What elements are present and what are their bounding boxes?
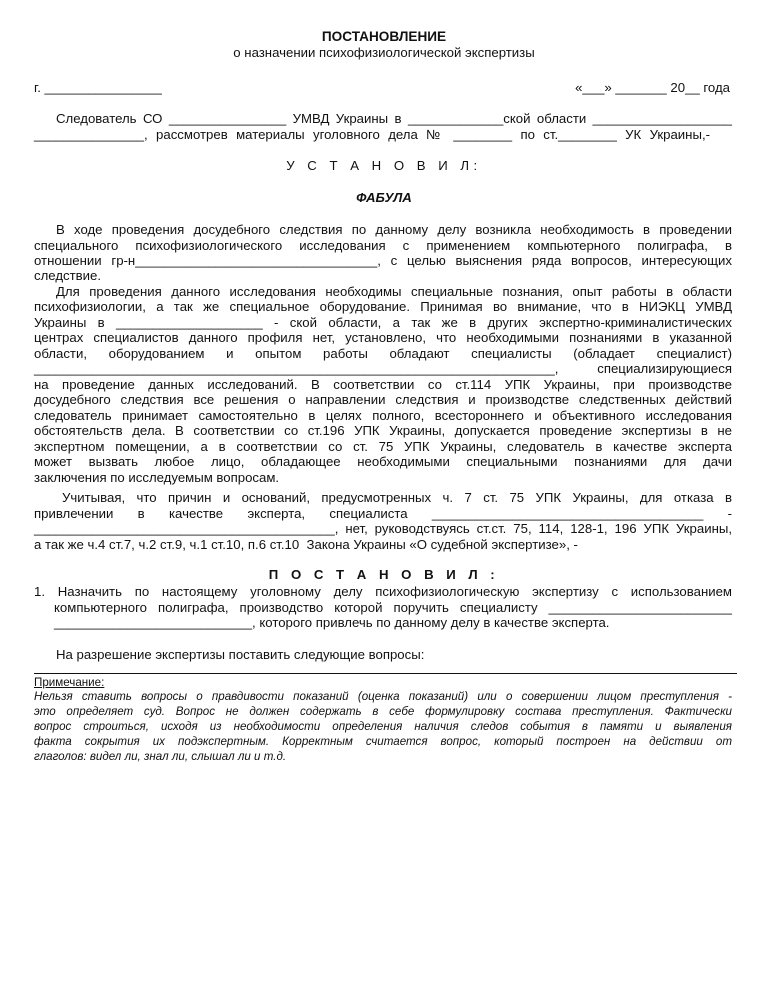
body-line: досудебного следствия все решения о направлении следствия и производстве следственных действий xyxy=(34,392,732,407)
body-line: а так же ч.4 ст.7, ч.2 ст.9, ч.1 ст.10, п.6 ст.10 Закона Украины «О судебной экспертизе», - xyxy=(34,537,578,552)
body-line: Для проведения данного исследования необходимы специальные познания, опыт работы в области xyxy=(56,284,732,299)
ustanovil-heading: У С Т А Н О В И Л: xyxy=(286,158,482,173)
city-field: г. ________________ xyxy=(34,80,162,95)
body-line: психофизиологии, а так же специальное оборудование. Принимая во внимание, что в НИЭКЦ УМВД xyxy=(34,299,732,314)
body-line: на проведение данных исследований. В соответствии со ст.114 УПК Украины, при производстве xyxy=(34,377,732,392)
body-line: специального психофизиологического исследования с применением компьютерного полиграфа, в xyxy=(34,238,732,253)
resolution-line: 1. Назначить по настоящему уголовному делу психофизиологическую экспертизу с использованием xyxy=(34,584,732,599)
body-line: отношении гр-н_________________________________, с целью выяснения ряда вопросов, интересующих xyxy=(34,253,732,268)
body-line: центрах специалистов данного профиля нет, установлено, что необходимыми познаниями в указанной xyxy=(34,330,732,345)
postanovil-heading: П О С Т А Н О В И Л : xyxy=(268,567,500,582)
document-title: ПОСТАНОВЛЕНИЕ xyxy=(321,29,447,44)
body-line: Учитывая, что причин и оснований, предусмотренных ч. 7 ст. 75 УПК Украины, для отказа в xyxy=(62,490,732,505)
date-field: «___» _______ 20__ года xyxy=(575,80,730,95)
resolution-line: компьютерного полиграфа, производство которой поручить специалисту _________________________ xyxy=(54,600,732,615)
body-line: обстоятельств дела. В соответствии со ст.196 УПК Украины, допускается проведение экспертизы в не xyxy=(34,423,732,438)
intro-line-1: Следователь СО ________________ УМВД Украины в _____________ской области ___________________ xyxy=(56,111,732,126)
body-line: следствие. xyxy=(34,268,102,283)
body-line: может вызвать любое лицо, обладающее необходимыми специальными познаниями для дачи xyxy=(34,454,732,469)
note-line: Нельзя ставить вопросы о правдивости показаний (оценка показаний) или о совершении лицом преступления - xyxy=(34,690,732,703)
note-heading: Примечание: xyxy=(34,676,105,689)
body-line: следователь принимает самостоятельно в целях полного, всестороннего и объективного исследования xyxy=(34,408,732,423)
note-divider xyxy=(34,673,737,674)
note-line: факта сокрытия их подэкспертным. Корректным считается вопрос, который построен на действии от xyxy=(34,735,732,748)
body-line: _______________________________________________________________________, специализирующиеся xyxy=(34,361,732,376)
body-line: привлечении в качестве эксперта, специалиста _____________________________________ - xyxy=(34,506,732,521)
note-line: это определяет суд. Вопрос не должен содержать в себе формулировку состава преступления. Фактически xyxy=(34,705,732,718)
body-line: Украины в ____________________ - ской области, а так же в других экспертно-криминалистических xyxy=(34,315,732,330)
document-subtitle: о назначении психофизиологической экспертизы xyxy=(233,45,535,60)
questions-intro: На разрешение экспертизы поставить следующие вопросы: xyxy=(56,647,425,662)
resolution-line: ___________________________, которого привлечь по данному делу в качестве эксперта. xyxy=(54,615,610,630)
body-line: экспертном помещении, а в соответствии со ст. 75 УПК Украины, следователь в качестве эксперта xyxy=(34,439,732,454)
intro-line-2: _______________, рассмотрев материалы уголовного дела № ________ по ст.________ УК Украины,- xyxy=(34,127,710,142)
body-line: В ходе проведения досудебного следствия по данному делу возникла необходимость в проведении xyxy=(56,222,732,237)
body-line: заключения по исследуемым вопросам. xyxy=(34,470,280,485)
body-line: _________________________________________, нет, руководствуясь ст.ст. 75, 114, 128-1, 196 УПК Украины, xyxy=(34,521,732,536)
note-line: вопрос строиться, исходя из необходимости определения наличия следов события в памяти и выявления xyxy=(34,720,732,733)
fabula-heading: ФАБУЛА xyxy=(356,190,412,205)
body-line: области, оборудованием и опытом работы обладают специалисты (обладает специалист) xyxy=(34,346,732,361)
note-line: глаголов: видел ли, знал ли, слышал ли и т.д. xyxy=(34,750,287,763)
